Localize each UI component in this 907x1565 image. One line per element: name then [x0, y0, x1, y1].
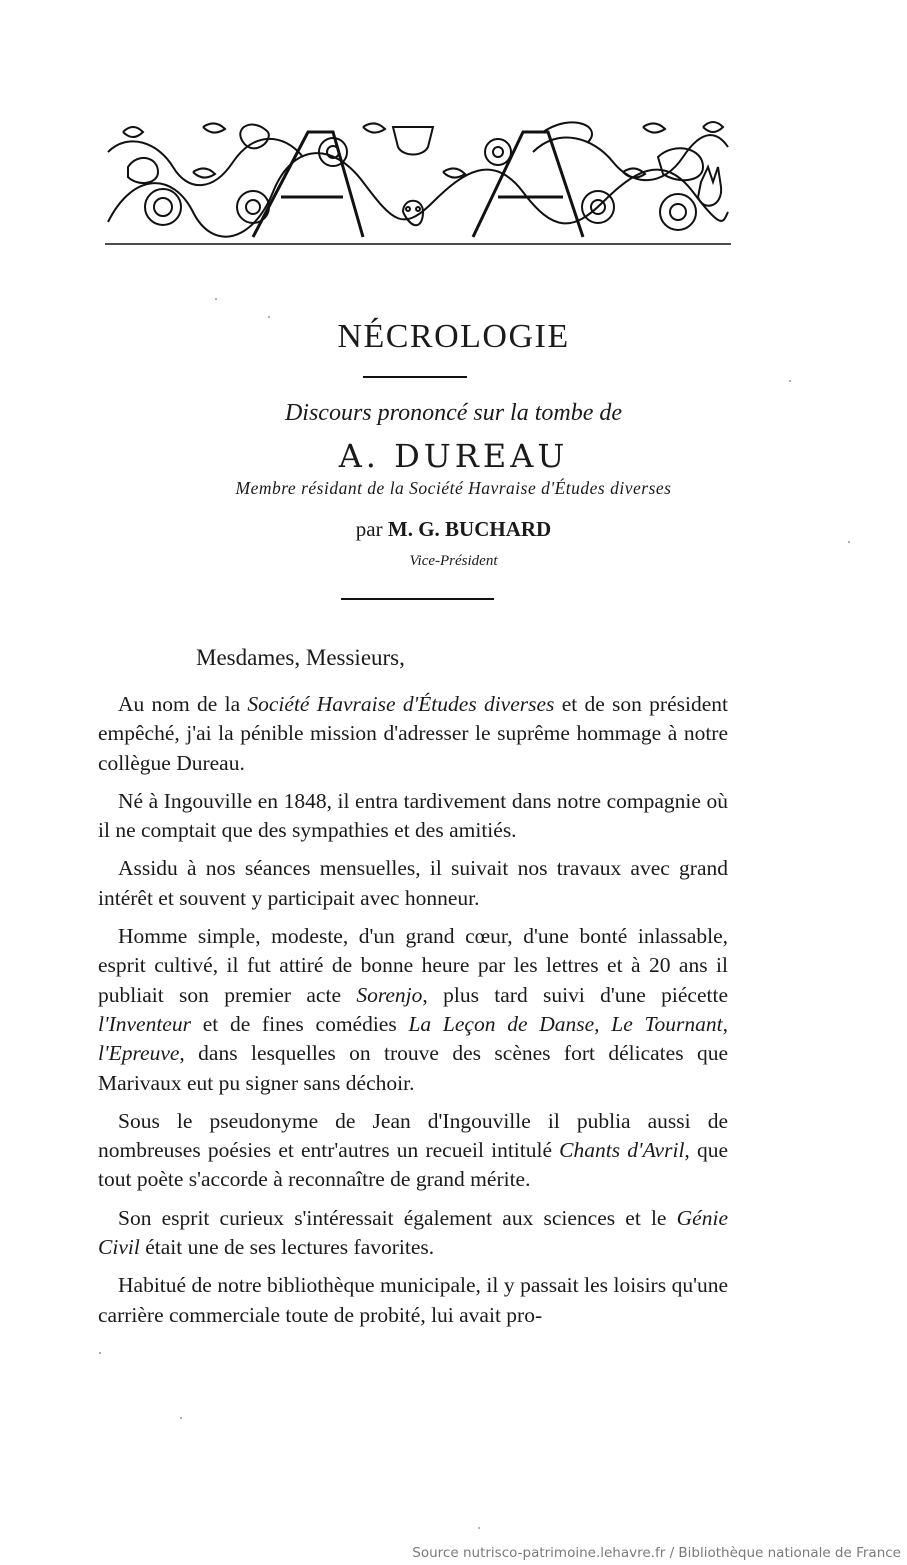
by-prefix: par [355, 517, 383, 541]
speech-body [98, 690, 728, 1339]
paragraph [98, 854, 728, 913]
text-run: Au nom de la [118, 692, 248, 716]
divider-rule [363, 376, 467, 378]
paper-speck [268, 316, 270, 318]
text-run: , que tout poète s'accorde à reconnaître de grand mérite. [98, 1138, 728, 1192]
page-title: NÉCROLOGIE [337, 318, 570, 355]
text-run: , plus tard suivi d'une piécette [422, 982, 728, 1007]
text-run: Habitué de notre bibliothèque municipale, il y passait les loisirs qu'une carrière commerciale toute de probité, lui avait pro- [98, 1273, 728, 1327]
text-run: Sous le pseudonyme de Jean d'Ingouville il publia aussi de nombreuses poésies et entr'autres un recueil intitulé [98, 1108, 728, 1163]
salutation: Mesdames, Messieurs, [196, 645, 405, 670]
italic-title: Chants d'Avril [559, 1138, 685, 1163]
paper-speck [848, 541, 850, 543]
text-run: et de fines comédies [190, 1011, 409, 1036]
source-attribution: Source nutrisco-patrimoine.lehavre.fr / Bibliothèque nationale de France [412, 1545, 901, 1561]
text-run: , [722, 1011, 728, 1036]
paragraph [98, 1107, 728, 1195]
text-run: Son esprit curieux s'intéressait également aux sciences et le [118, 1205, 677, 1230]
ornamental-banner-icon [103, 112, 733, 250]
member-description: Membre résidant de la Société Havraise d'Études diverses [235, 478, 672, 498]
italic-title: l'Inventeur [98, 1011, 191, 1036]
paragraph [98, 690, 728, 778]
paper-speck [215, 298, 217, 300]
deceased-name: A. DUREAU [338, 437, 569, 475]
paper-speck [789, 380, 791, 382]
text-run: était une de ses lectures favorites. [139, 1235, 435, 1260]
paragraph [98, 1204, 728, 1263]
paper-speck [180, 1417, 182, 1419]
divider-rule [341, 598, 494, 600]
text-run: Né à Ingouville en 1848, il entra tardivement dans notre compagnie où il ne comptait que des sympathies et des amitiés. [98, 788, 728, 843]
italic-title: Société Havraise d'Études diverses [247, 692, 555, 716]
paragraph [98, 922, 728, 1098]
text-run: Assidu à nos séances mensuelles, il suivait nos travaux avec grand intérêt et souvent y participait avec honneur. [98, 856, 728, 910]
author-name: M. G. BUCHARD [387, 517, 552, 541]
text-run: Homme simple, modeste, d'un grand cœur, d'une bonté inlassable, esprit cultivé, il fut attiré de bonne heure par les lettres et à 20 ans il publiait son premier acte [98, 924, 728, 1007]
text-run: et de son président empêché, j'ai la pénible mission d'adresser le suprême hommage à notre collègue Dureau. [98, 692, 728, 775]
paragraph [98, 787, 728, 846]
text-run: , dans lesquelles on trouve des scènes fort délicates que Marivaux eut pu signer sans déchoir. [98, 1041, 728, 1095]
paragraph [98, 1271, 728, 1330]
subtitle: Discours prononcé sur la tombe de [284, 400, 623, 426]
italic-title: Sorenjo [356, 982, 423, 1007]
author-line [0, 517, 907, 542]
italic-title: Génie Civil [98, 1205, 728, 1260]
italic-title: La Leçon de Danse, Le Tournant [408, 1011, 723, 1036]
author-role: Vice-Président [409, 553, 498, 569]
italic-title: l'Epreuve [98, 1041, 180, 1066]
paper-speck [478, 1527, 480, 1529]
paper-speck [99, 1352, 101, 1354]
